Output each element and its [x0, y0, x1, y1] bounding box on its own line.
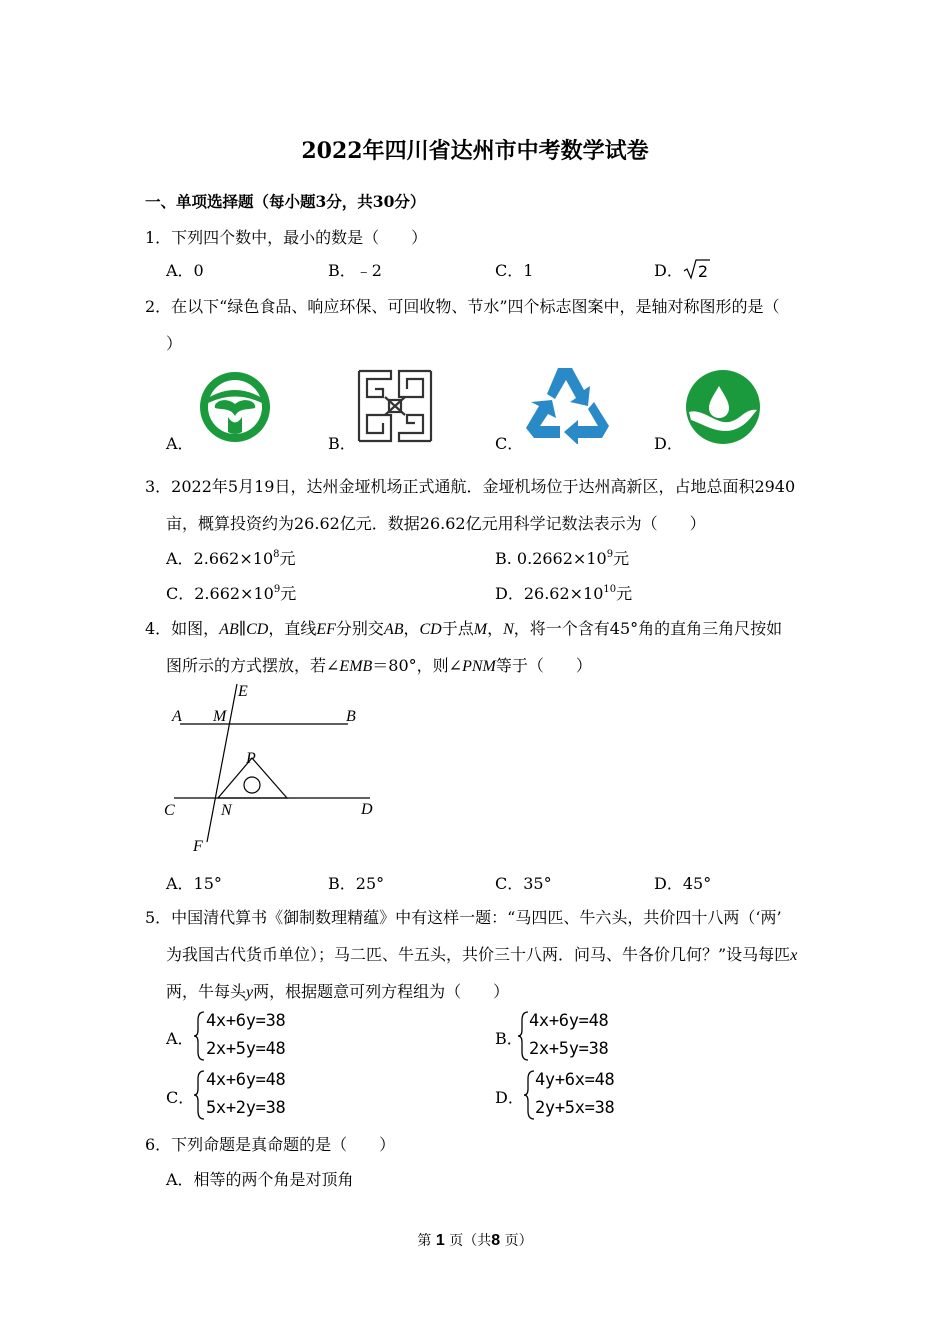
- q5-option-a-eq2: 2x+5y=48: [206, 1039, 286, 1059]
- question-6-stem: 6．下列命题是真命题的是（ ）: [145, 1135, 396, 1154]
- q6-option-a: A．相等的两个角是对顶角: [166, 1170, 354, 1189]
- q5-option-a-eq1: 4x+6y=38: [206, 1011, 286, 1031]
- q3-option-d: D．$26.62\times 10^{10}$元: [495, 584, 633, 603]
- question-3-line2: 亩，概算投资约为26.62亿元．数据26.62亿元用科学记数法表示为（ ）: [166, 514, 706, 533]
- q2-option-d: D．: [654, 434, 683, 453]
- q5-option-b-eq1: 4x+6y=48: [529, 1011, 609, 1031]
- q5-option-b-brace: [516, 1010, 530, 1062]
- q5-option-d-eq1: 4y+6x=48: [535, 1070, 615, 1090]
- q1-option-b: B．﹣2: [328, 261, 382, 280]
- label-c: C: [164, 802, 175, 819]
- recyclable-icon: [522, 362, 614, 444]
- question-4-line2: 图所示的方式摆放，若∠EMB＝80°，则∠PNM等于（ ）: [166, 656, 592, 675]
- label-a: A: [172, 708, 182, 725]
- q5-option-d-label: D．: [495, 1088, 524, 1107]
- question-5-line2: 为我国古代货币单位）；马二匹、牛五头，共价三十八两．问马、牛各价几何？”设马每匹x: [166, 945, 798, 964]
- question-5-line3: 两，牛每头y两，根据题意可列方程组为（ ）: [166, 982, 510, 1001]
- question-2-stem: 2．在以下“绿色食品、响应环保、可回收物、节水”四个标志图案中，是轴对称图形的是（: [145, 297, 780, 316]
- q4-option-c: C．35°: [495, 874, 552, 893]
- q5-option-d-eq2: 2y+5x=38: [535, 1098, 615, 1118]
- q3-option-b: B. $0.2662\times 10^9$元: [495, 549, 630, 568]
- q3-option-c: C．$2.662\times 10^9$元: [166, 584, 297, 603]
- question-1-stem: 1．下列四个数中，最小的数是（ ）: [145, 228, 428, 247]
- ruler-hole: [244, 777, 260, 793]
- question-3-line1: 3．2022年5月19日，达州金垭机场正式通航．金垭机场位于达州高新区，占地总面积2940: [145, 477, 796, 496]
- green-food-icon: [195, 368, 275, 446]
- label-f: F: [193, 838, 203, 855]
- q4-option-d: D．45°: [654, 874, 712, 893]
- label-b: B: [346, 708, 356, 725]
- section-heading: 一、单项选择题（每小题3分，共30分）: [145, 192, 426, 211]
- label-p: P: [246, 750, 256, 767]
- q5-option-c-eq2: 5x+2y=38: [206, 1098, 286, 1118]
- q1-option-d: D． 2: [654, 258, 711, 281]
- q5-option-c-label: C．: [166, 1088, 195, 1107]
- page-footer: 第 1 页（共8 页）: [417, 1232, 533, 1249]
- q4-geometry-figure: [160, 680, 380, 858]
- q2-option-b: B．: [328, 434, 356, 453]
- q5-option-c-brace: [192, 1069, 206, 1121]
- q5-option-d-brace: [522, 1069, 536, 1121]
- q3-option-a: A．$2.662\times 10^8$元: [166, 549, 296, 568]
- q2-option-c: C．: [495, 434, 524, 453]
- water-saving-icon: [683, 368, 763, 446]
- q4-option-b: B．25°: [328, 874, 385, 893]
- question-2-stem-cont: ）: [166, 334, 183, 353]
- question-5-line1: 5．中国清代算书《御制数理精蕴》中有这样一题：“马四匹、牛六头，共价四十八两（‘两’: [145, 908, 782, 927]
- q5-option-a-label: A．: [166, 1029, 194, 1048]
- page-title: 2022年四川省达州市中考数学试卷: [301, 138, 649, 164]
- label-n: N: [221, 802, 232, 819]
- label-e: E: [238, 683, 248, 700]
- q1-option-c: C．1: [495, 261, 534, 280]
- q5-option-a-brace: [192, 1010, 206, 1062]
- q5-option-b-eq2: 2x+5y=38: [529, 1039, 609, 1059]
- q5-option-b-label: B．: [495, 1029, 523, 1048]
- environmental-response-icon: [355, 367, 435, 445]
- q5-option-c-eq1: 4x+6y=48: [206, 1070, 286, 1090]
- label-d: D: [361, 801, 373, 818]
- label-m: M: [213, 708, 227, 725]
- question-4-line1: 4．如图，AB∥CD，直线EF分别交AB，CD于点M，N，将一个含有45°角的直角三角尺按如: [145, 619, 783, 638]
- q2-option-a: A．: [166, 434, 194, 453]
- q1-option-a: A．0: [166, 261, 204, 280]
- q4-option-a: A．15°: [166, 874, 222, 893]
